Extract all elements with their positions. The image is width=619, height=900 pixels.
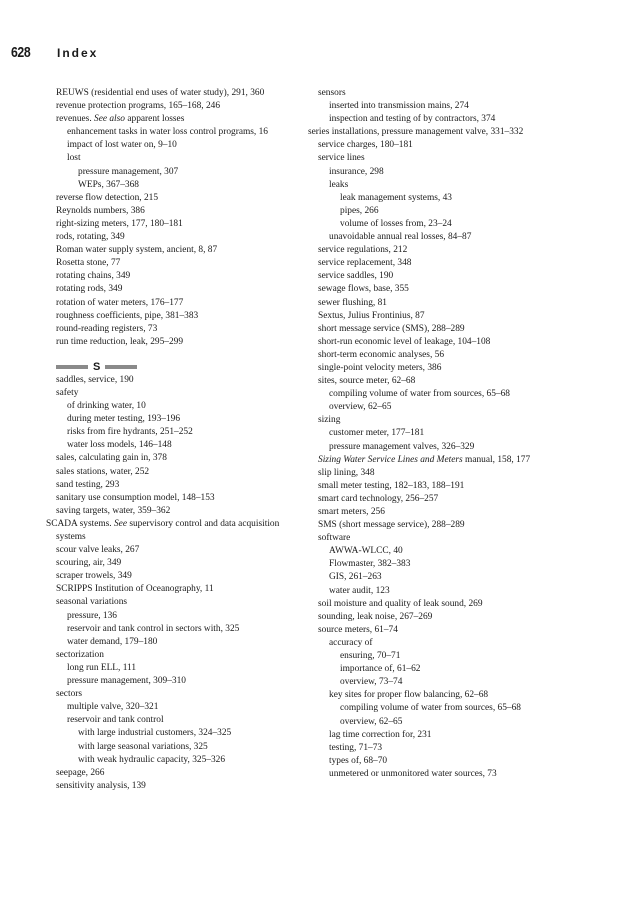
index-entry: sewage flows, base, 355 (318, 284, 409, 295)
index-entry: pipes, 266 (340, 205, 379, 216)
index-entry: rods, rotating, 349 (56, 232, 125, 243)
index-entry: sewer flushing, 81 (318, 297, 387, 308)
index-entry: key sites for proper flow balancing, 62–68 (329, 690, 489, 701)
index-entry: testing, 71–73 (329, 742, 383, 753)
section-letter: S (93, 360, 101, 373)
entry-italic: Sizing Water Service Lines and Meters (318, 454, 463, 465)
index-entry: volume of losses from, 23–24 (340, 218, 452, 229)
index-entry: long run ELL, 111 (67, 662, 137, 673)
index-entry: source meters, 61–74 (318, 624, 398, 635)
index-entry: types of, 68–70 (329, 755, 388, 766)
index-entry: service charges, 180–181 (318, 140, 413, 151)
index-entry: seepage, 266 (56, 767, 105, 778)
page-title: Index (57, 46, 99, 60)
index-entry: rotating rods, 349 (56, 284, 123, 295)
entry-text-after: apparent losses (125, 114, 185, 125)
index-entry: SCRIPPS Institution of Oceanography, 11 (56, 584, 214, 595)
index-entry: SMS (short message service), 288–289 (318, 520, 465, 531)
index-entry: sales, calculating gain in, 378 (56, 453, 167, 464)
index-entry: REUWS (residential end uses of water study), 291, 360 (56, 88, 265, 98)
index-entry: revenue protection programs, 165–168, 246 (56, 101, 221, 112)
index-entry: roughness coefficients, pipe, 381–383 (56, 310, 199, 321)
index-entry: risks from fire hydrants, 251–252 (67, 427, 193, 438)
index-entry: Flowmaster, 382–383 (329, 559, 411, 570)
index-entry: insurance, 298 (329, 166, 384, 177)
index-entry: scouring, air, 349 (56, 558, 122, 569)
index-column-right (308, 87, 588, 781)
index-entry: leaks (329, 179, 349, 190)
index-entry: sites, source meter, 62–68 (318, 376, 416, 387)
index-column-left (46, 87, 310, 793)
index-entry: Sextus, Julius Frontinius, 87 (318, 310, 425, 321)
index-entry: sales stations, water, 252 (56, 466, 150, 477)
index-entry: pressure management, 309–310 (67, 676, 186, 687)
index-entry: compiling volume of water from sources, 65–68 (329, 389, 510, 400)
index-entry: lost (67, 153, 81, 164)
entry-text: revenues. (56, 114, 95, 125)
index-entry: with weak hydraulic capacity, 325–326 (78, 754, 226, 765)
index-entry: sectors (56, 689, 83, 700)
page-number: 628 (11, 44, 31, 61)
index-entry: sensors (318, 88, 346, 98)
index-entry: sand testing, 293 (56, 479, 120, 490)
index-entry: sanitary use consumption model, 148–153 (56, 492, 215, 503)
index-entry: Rosetta stone, 77 (56, 258, 121, 269)
section-gap (56, 349, 310, 361)
index-entry: slip lining, 348 (318, 467, 375, 478)
index-entry: overview, 73–74 (340, 677, 403, 688)
index-entry: scraper trowels, 349 (56, 571, 132, 582)
index-entry: with large seasonal variations, 325 (78, 741, 208, 752)
index-entry: service saddles, 190 (318, 271, 394, 282)
entry-italic: See also (94, 114, 125, 125)
index-entry: safety (56, 387, 79, 398)
index-entry: sectorization (56, 649, 104, 660)
index-entry: water demand, 179–180 (67, 636, 158, 647)
index-entry: sensitivity analysis, 139 (56, 780, 146, 791)
index-entry: of drinking water, 10 (67, 401, 146, 412)
index-entry: impact of lost water on, 9–10 (67, 140, 177, 151)
index-entry: importance of, 61–62 (340, 664, 421, 675)
index-entry: short message service (SMS), 288–289 (318, 323, 465, 334)
index-entry: short-run economic level of leakage, 104–108 (318, 336, 491, 347)
index-entry: water audit, 123 (329, 585, 390, 596)
index-entry: run time reduction, leak, 295–299 (56, 336, 184, 347)
index-entry: series installations, pressure management valve, 331–332 (308, 127, 524, 138)
index-entry (56, 113, 310, 126)
index-entry: ensuring, 70–71 (340, 651, 401, 662)
index-entry (46, 518, 310, 544)
index-entry: saving targets, water, 359–362 (56, 505, 171, 516)
index-entry: round-reading registers, 73 (56, 323, 158, 334)
index-entry: inserted into transmission mains, 274 (329, 101, 469, 112)
index-entry: smart meters, 256 (318, 507, 385, 517)
index-entry: with large industrial customers, 324–325 (78, 728, 232, 739)
index-entry: GIS, 261–263 (329, 572, 382, 583)
index-entry: service lines (318, 153, 365, 164)
index-entry: small meter testing, 182–183, 188–191 (318, 480, 465, 491)
divider-bar-left (56, 365, 88, 369)
index-entry: rotation of water meters, 176–177 (56, 297, 184, 308)
index-entry: leak management systems, 43 (340, 192, 452, 203)
index-entry: reservoir and tank control (67, 715, 164, 726)
index-entry: compiling volume of water from sources, 65–68 (340, 703, 521, 714)
index-entry: pressure management, 307 (78, 166, 179, 177)
index-entry: WEPs, 367–368 (78, 179, 139, 190)
entry-text-after: supervisory control and data acquisition systems (56, 518, 280, 542)
index-entry (318, 454, 588, 467)
index-entry: rotating chains, 349 (56, 271, 131, 282)
index-entry: single-point velocity meters, 386 (318, 362, 442, 373)
index-entry: enhancement tasks in water loss control programs, 16 (67, 127, 268, 138)
entries-s-left (46, 374, 310, 793)
index-entry: unmetered or unmonitored water sources, 73 (329, 768, 497, 779)
index-entry: seasonal variations (56, 597, 128, 608)
index-entry: Reynolds numbers, 386 (56, 205, 145, 216)
index-entry: customer meter, 177–181 (329, 428, 425, 439)
index-entry: software (318, 533, 351, 544)
entries-r (56, 87, 310, 349)
index-entry: accuracy of (329, 637, 373, 648)
index-entry: AWWA-WLCC, 40 (329, 546, 403, 557)
index-entry: service regulations, 212 (318, 245, 408, 256)
index-entry: unavoidable annual real losses, 84–87 (329, 232, 472, 243)
index-entry: reverse flow detection, 215 (56, 192, 159, 203)
index-entry: multiple valve, 320–321 (67, 702, 159, 713)
divider-bar-right (105, 365, 137, 369)
index-entry: sounding, leak noise, 267–269 (318, 611, 433, 622)
entry-text-after: manual, 158, 177 (462, 454, 531, 465)
index-entry: scour valve leaks, 267 (56, 545, 140, 556)
index-entry: overview, 62–65 (329, 402, 392, 413)
entry-italic: See (113, 518, 127, 529)
entries-s-right (308, 87, 588, 781)
index-entry: lag time correction for, 231 (329, 729, 432, 740)
index-entry: reservoir and tank control in sectors with, 325 (67, 623, 240, 634)
index-entry: Roman water supply system, ancient, 8, 87 (56, 245, 218, 256)
index-entry: overview, 62–65 (340, 716, 403, 727)
index-entry: right-sizing meters, 177, 180–181 (56, 218, 183, 229)
index-entry: sizing (318, 415, 341, 426)
index-entry: smart card technology, 256–257 (318, 493, 439, 504)
index-entry: short-term economic analyses, 56 (318, 349, 445, 360)
entry-text: SCADA systems. (46, 518, 114, 529)
index-entry: during meter testing, 193–196 (67, 414, 181, 425)
index-entry: water loss models, 146–148 (67, 440, 172, 451)
index-entry: soil moisture and quality of leak sound, 269 (318, 598, 483, 609)
index-entry: saddles, service, 190 (56, 374, 134, 385)
index-entry: pressure management valves, 326–329 (329, 441, 475, 452)
index-entry: pressure, 136 (67, 610, 117, 621)
index-entry: inspection and testing of by contractors, 374 (329, 114, 496, 125)
section-divider-s (56, 361, 310, 374)
index-entry: service replacement, 348 (318, 258, 412, 269)
